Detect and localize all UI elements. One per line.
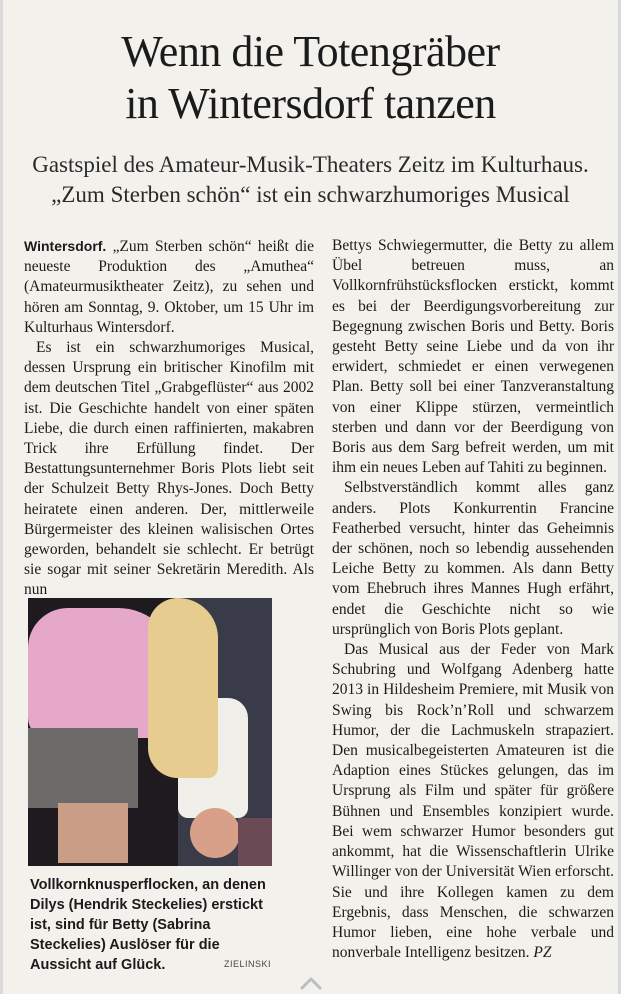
subheadline: [10, 150, 611, 210]
article-column-right: [332, 236, 614, 963]
photo-caption: Vollkornknusperflocken, an denen Dilys (Hendrik Steckelies) erstickt ist, sind für Betty (Sabrina Steckelies) Auslöser für die Aussicht auf Glück.: [30, 877, 266, 973]
paragraph: [24, 236, 314, 338]
dateline: Wintersdorf.: [24, 238, 107, 254]
paragraph-text: Das Musical aus der Feder von Mark Schubring und Wolfgang Adenberg hatte 2013 in Hildesheim Premiere, mit Musik von Swing bis Rock’n’Roll und schwarzem Humor, der die Lachmuskeln strapaziert. Den musicalbegeisterten Amateuren ist die Adaption eines Stückes gelungen, das im Ursprung als Film und später für größere Bühnen und Ensembles konzipiert wurde. Bei wem schwarzer Humor besonders gut ankommt, hat die Wissenschaftlerin Ulrike Willinger von der Universität Wien erforscht. Sie und ihre Kollegen kamen zu dem Ergebnis, dass Menschen, die schwarzen Humor lieben, eine hohe verbale und nonverbale Intelligenz besitzen.: [332, 641, 614, 962]
headline-line-2: in Wintersdorf tanzen: [125, 79, 496, 128]
subhead-line-1: Gastspiel des Amateur-Musik-Theaters Zeitz im Kulturhaus.: [32, 152, 589, 177]
chevron-up-icon[interactable]: [300, 976, 322, 990]
paragraph-text: „Zum Sterben schön“ heißt die neueste Produktion des „Amuthea“ (Amateurmusiktheater Zeitz), zu sehen und hören am Sonntag, 9. Oktober, um 15 Uhr im Kulturhaus Wintersdorf.: [24, 238, 314, 336]
headline: [10, 26, 611, 130]
paragraph: Bettys Schwiegermutter, die Betty zu allem Übel betreuen muss, an Vollkornfrühstücksflocken erstickt, kommt es bei der Beerdigungsvorbereitung zur Begegnung zwischen Boris und Betty. Boris gesteht Betty seine Liebe und da von ihr erwidert, schmiedet er einen verwegenen Plan. Betty soll bei einer Tanzveranstaltung von einer Klippe stürzen, vermeintlich sterben und dann vor der Beerdigung von Boris aus dem Sarg befreit werden, um mit ihm ein neues Leben auf Tahiti zu beginnen.: [332, 237, 614, 477]
article-column-left: [24, 236, 314, 601]
photo-credit: ZIELINSKI: [224, 959, 272, 969]
paragraph: [332, 640, 614, 963]
author-signature: PZ: [533, 944, 552, 962]
paragraph: Selbstverständlich kommt alles ganz anders. Plots Konkurrentin Francine Featherbed versucht, hinter das Geheimnis der schönen, noch so lebendig aussehenden Leiche Betty zu kommen. Als dann Betty vom Ehebruch ihres Mannes Hugh erfährt, endet die Geschichte nicht so wie ursprünglich von Boris Plots geplant.: [332, 479, 614, 638]
article-photo: [28, 598, 272, 866]
headline-line-1: Wenn die Totengräber: [121, 27, 500, 76]
paragraph: Es ist ein schwarzhumoriges Musical, dessen Ursprung ein britischer Kinofilm mit dem deutschen Titel „Grabgeflüster“ aus 2002 ist. Die Geschichte handelt von einer späten Liebe, die durch einen raffinierten, makabren Trick ihre Erfüllung findet. Der Bestattungsunternehmer Boris Plots liebt seit der Schulzeit Betty Rhys-Jones. Doch Betty heiratete einen anderen. Der, mittlerweile Bürgermeister des kleinen walisischen Ortes geworden, behandelt sie schlecht. Er betrügt sie sogar mit seiner Sekretärin Meredith. Als nun: [24, 339, 314, 599]
subhead-line-2: „Zum Sterben schön“ ist ein schwarzhumoriges Musical: [51, 182, 570, 207]
